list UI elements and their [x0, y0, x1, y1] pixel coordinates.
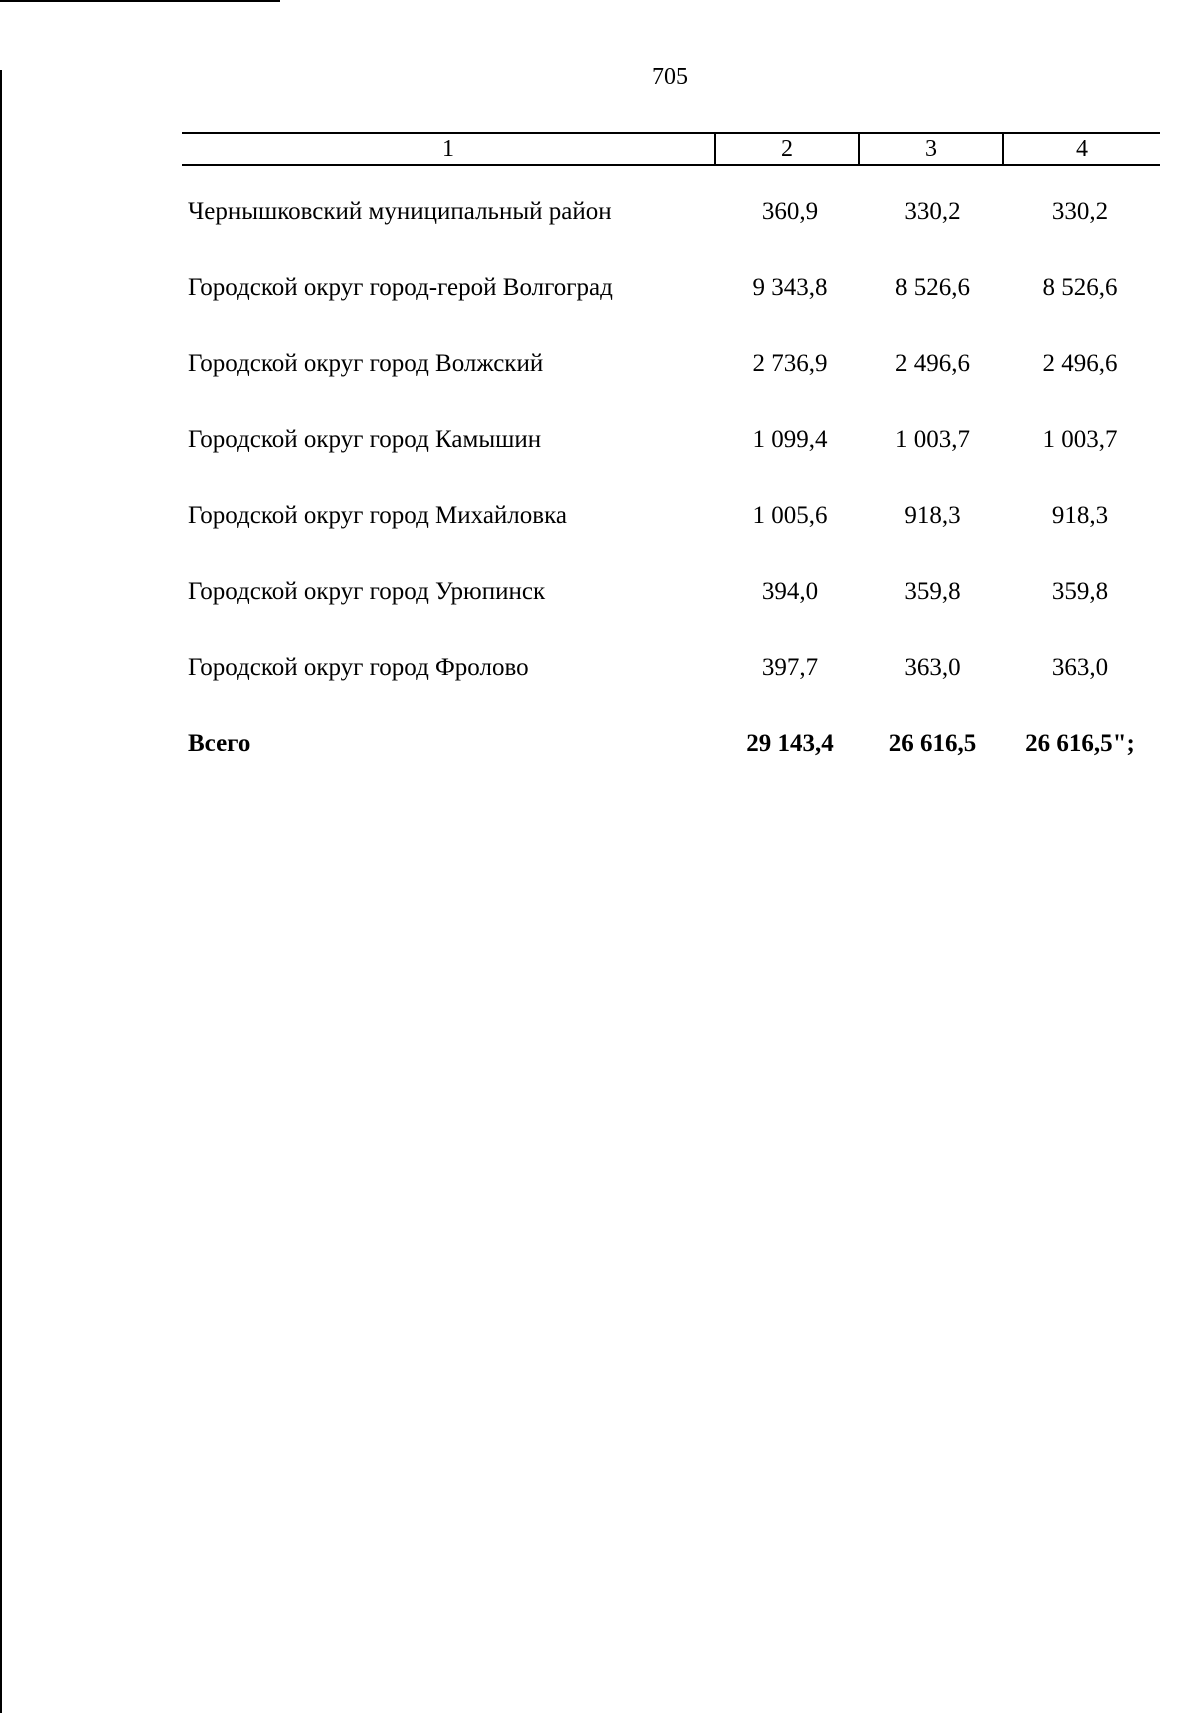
municipality-name: Городской округ город Урюпинск [188, 578, 546, 605]
page-number: 705 [652, 64, 688, 90]
total-label: Всего [188, 730, 251, 757]
value-col-2: 360,9 [761, 198, 819, 225]
value-col-3: 8 526,6 [895, 274, 970, 301]
column-header-3: 3 [925, 136, 937, 162]
column-header-1: 1 [442, 136, 454, 162]
header-top-rule [182, 132, 1160, 134]
municipality-name: Городской округ город Волжский [188, 350, 544, 377]
column-header-2: 2 [781, 136, 793, 162]
value-col-4: 8 526,6 [1042, 274, 1118, 301]
table-row [0, 198, 1200, 238]
total-col-3: 26 616,5 [888, 730, 977, 757]
scan-border-left [0, 70, 2, 1713]
value-col-3: 918,3 [904, 502, 961, 529]
municipality-name: Городской округ город-герой Волгоград [188, 274, 613, 301]
value-col-2: 1 005,6 [752, 502, 828, 529]
table-row [0, 274, 1200, 314]
value-col-2: 2 736,9 [752, 350, 828, 377]
value-col-4: 1 003,7 [1042, 426, 1118, 453]
table-row [0, 654, 1200, 694]
value-col-4: 918,3 [1051, 502, 1109, 529]
value-col-2: 1 099,4 [752, 426, 828, 453]
table-row [0, 502, 1200, 542]
value-col-4: 330,2 [1051, 198, 1109, 225]
value-col-3: 2 496,6 [895, 350, 970, 377]
total-col-2: 29 143,4 [746, 730, 834, 757]
value-col-3: 330,2 [904, 198, 961, 225]
value-col-4: 2 496,6 [1042, 350, 1118, 377]
value-col-4: 363,0 [1051, 654, 1109, 681]
value-col-3: 359,8 [904, 578, 961, 605]
municipality-name: Городской округ город Фролово [188, 654, 529, 681]
total-row [0, 730, 1200, 770]
municipality-name: Чернышковский муниципальный район [188, 198, 612, 225]
municipality-name: Городской округ город Михайловка [188, 502, 567, 529]
table-row [0, 426, 1200, 466]
municipality-name: Городской округ город Камышин [188, 426, 542, 453]
total-col-4: 26 616,5"; [1025, 730, 1135, 757]
table-header [182, 132, 1160, 166]
scan-border-top [0, 0, 280, 2]
value-col-3: 363,0 [904, 654, 961, 681]
header-bottom-rule [182, 164, 1160, 166]
value-col-2: 397,7 [761, 654, 819, 681]
value-col-2: 394,0 [761, 578, 819, 605]
column-header-4: 4 [1076, 136, 1088, 162]
value-col-4: 359,8 [1051, 578, 1109, 605]
value-col-3: 1 003,7 [895, 426, 970, 453]
table-row [0, 578, 1200, 618]
table-row [0, 350, 1200, 390]
value-col-2: 9 343,8 [752, 274, 828, 301]
